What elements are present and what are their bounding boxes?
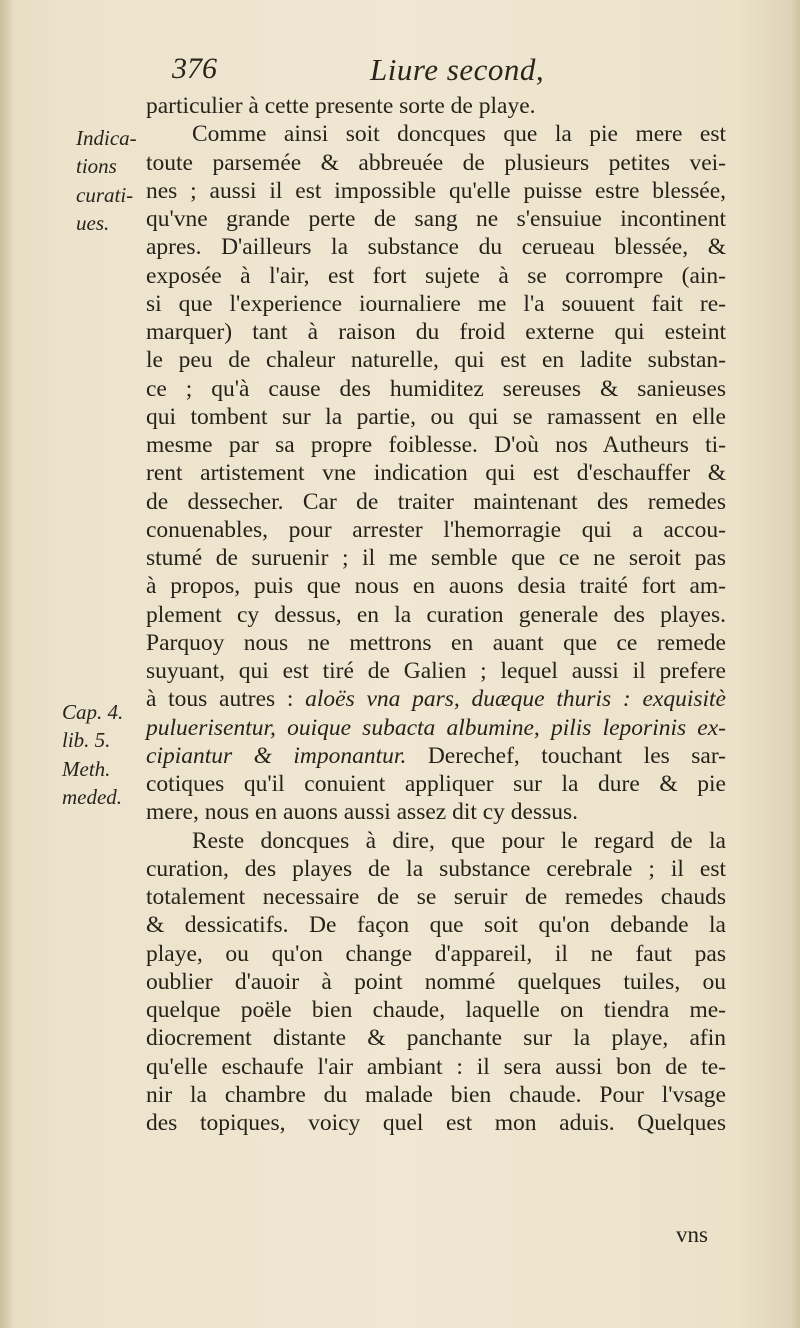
margin-note-citation	[62, 698, 123, 811]
text-line: de dessecher. Car de traiter maintenant des remedes	[146, 488, 726, 515]
text-line: totalement necessaire de se seruir de remedes chauds	[146, 884, 726, 910]
text-line: marquer) tant à raison du froid externe qui esteint	[146, 319, 726, 345]
text-line: qu'vne grande perte de sang ne s'ensuiue incontinent	[146, 206, 726, 232]
text-line: plement cy dessus, en la curation generale des playes.	[146, 601, 726, 628]
text-line: nir la chambre du malade bien chaude. Pour l'vsage	[146, 1081, 726, 1108]
margin-note-line: tions	[76, 154, 117, 179]
text-line: Parquoy nous ne mettrons en auant que ce remede	[146, 629, 726, 656]
text-line: particulier à cette presente sorte de playe.	[146, 93, 536, 119]
text-line-latin: puluerisentur, ouique subacta albumine, pilis leporinis ex-	[146, 714, 726, 741]
text-italic-latin: cipiantur & imponantur.	[146, 742, 407, 769]
text-roman: Derechef, touchant les sar-	[406, 742, 726, 769]
text-line: playe, ou qu'on change d'appareil, il ne faut pas	[146, 940, 726, 967]
text-line: toute parsemée & abbreuée de plusieurs petites vei-	[146, 149, 726, 176]
text-line: oublier d'auoir à point nommé quelques tuiles, ou	[146, 968, 726, 995]
margin-note-line: lib. 5.	[62, 728, 111, 753]
text-line: le peu de chaleur naturelle, qui est en ladite substan-	[146, 347, 726, 374]
margin-note-line: Meth.	[62, 756, 111, 781]
text-line: Reste doncques à dire, que pour le regard de la	[192, 827, 726, 854]
page-header	[170, 52, 715, 92]
margin-note-line: meded.	[62, 784, 123, 809]
text-line: qui tombent sur la partie, ou qui se ramassent en elle	[146, 403, 726, 430]
text-line: apres. D'ailleurs la substance du cerueau blessée, &	[146, 234, 726, 261]
text-line: cotiques qu'il conuient appliquer sur la dure & pie	[146, 771, 726, 797]
running-title: Liure second,	[370, 52, 545, 87]
catchword: vns	[676, 1222, 708, 1247]
text-italic-latin: aloës vna pars, duæque thuris : exquisitè	[305, 686, 726, 713]
margin-note-line: curati-	[76, 182, 134, 207]
page-number: 376	[172, 52, 217, 85]
margin-note-line: ues.	[76, 210, 110, 235]
text-line: nes ; aussi il est impossible qu'elle puisse estre blessée,	[146, 177, 726, 204]
text-line-latin	[146, 685, 726, 713]
text-line-latin	[146, 742, 726, 770]
body-text	[146, 92, 726, 1137]
text-line: si que l'experience iournaliere me l'a souuent fait re-	[146, 290, 726, 317]
text-line: suyuant, qui est tiré de Galien ; lequel aussi il prefere	[146, 658, 726, 684]
text-line: & dessicatifs. De façon que soit qu'on debande la	[146, 912, 726, 939]
text-line: des topiques, voicy quel est mon aduis. Quelques	[146, 1110, 726, 1136]
text-line: exposée à l'air, est fort sujete à se corrompre (ain-	[146, 262, 726, 289]
text-line: qu'elle eschaufe l'air ambiant : il sera aussi bon de te-	[146, 1053, 726, 1080]
text-line: ce ; qu'à cause des humiditez sereuses & sanieuses	[146, 375, 726, 402]
text-line: Comme ainsi soit doncques que la pie mere est	[192, 121, 726, 148]
margin-note-line: Indica-	[76, 126, 137, 150]
text-line: mere, nous en auons aussi assez dit cy dessus.	[146, 799, 579, 826]
text-roman: à tous autres :	[146, 686, 306, 713]
text-line: quelque poële bien chaude, laquelle on tiendra me-	[146, 997, 726, 1023]
margin-note-indications	[76, 124, 137, 237]
text-line: diocrement distante & panchante sur la playe, afin	[146, 1025, 726, 1052]
text-line: conuenables, pour arrester l'hemorragie qui a accou-	[146, 516, 726, 543]
text-line: à propos, puis que nous en auons desia traité fort am-	[146, 573, 726, 600]
text-line: mesme par sa propre foiblesse. D'où nos Autheurs ti-	[146, 432, 726, 458]
text-line: rent artistement vne indication qui est d'eschauffer &	[146, 460, 726, 487]
text-line: curation, des playes de la substance cerebrale ; il est	[146, 855, 726, 882]
margin-note-line: Cap. 4.	[62, 700, 124, 724]
text-line: stumé de suruenir ; il me semble que ce ne seroit pas	[146, 545, 726, 571]
